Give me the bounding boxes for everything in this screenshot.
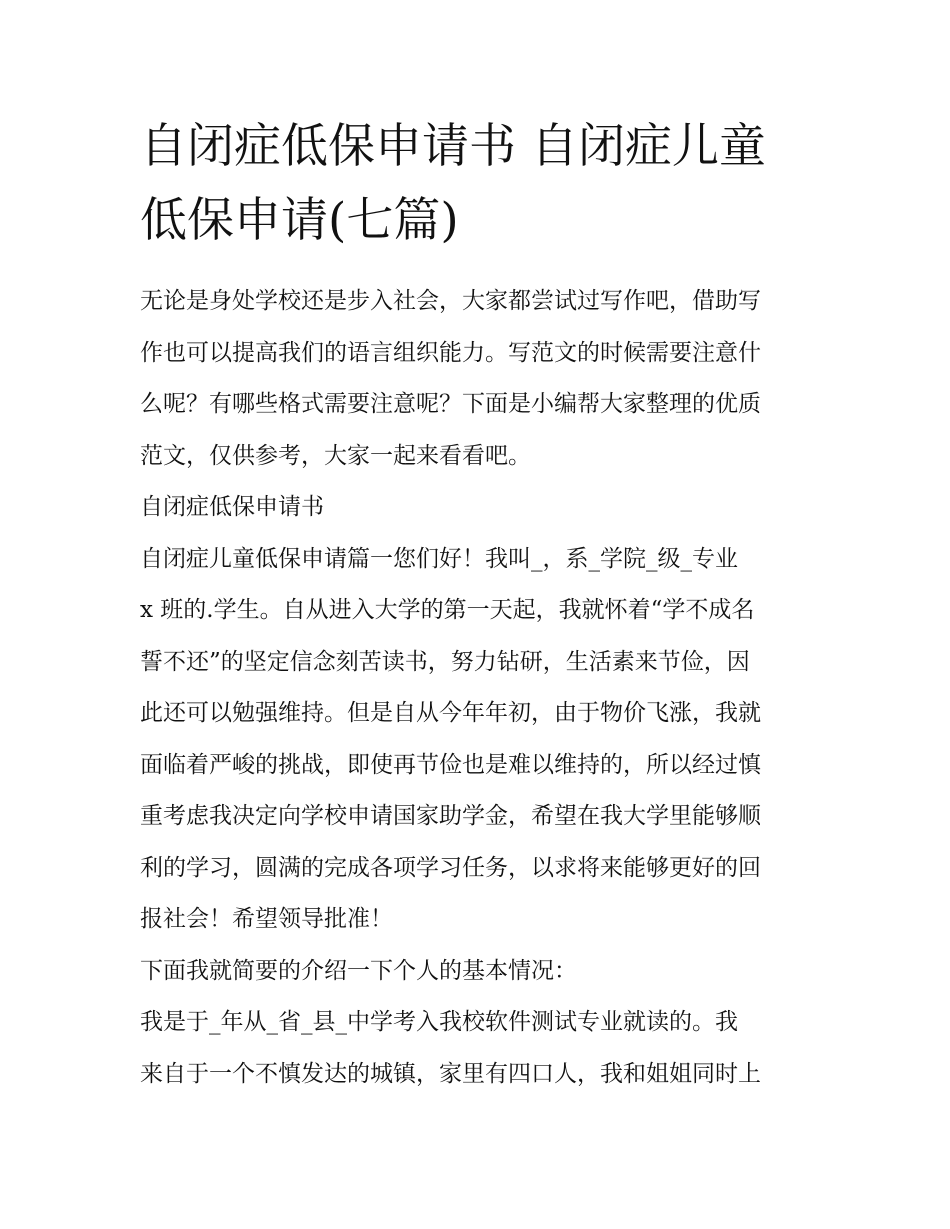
body-line: 重考虑我决定向学校申请国家助学金，希望在我大学里能够顺 [140,803,761,829]
document-body [140,276,815,1100]
body-line: 面临着严峻的挑战，即使再节俭也是难以维持的，所以经过慎 [140,751,761,778]
document-title [140,110,820,258]
section-heading: 自闭症低保申请书 [140,494,324,520]
body-line: 下面我就简要的介绍一下个人的基本情况： [140,957,577,984]
body-line: 报社会！希望领导批准！ [140,906,393,932]
body-line: 利的学习，圆满的完成各项学习任务，以求将来能够更好的回 [140,854,761,881]
intro-line: 么呢？有哪些格式需要注意呢？下面是小编帮大家整理的优质 [140,391,761,417]
body-line: 誓不还”的坚定信念刻苦读书，努力钻研，生活素来节俭，因 [140,648,750,675]
intro-line: 无论是身处学校还是步入社会，大家都尝试过写作吧，借助写 [140,288,761,314]
title-line: 自闭症低保申请书 自闭症儿童 [140,119,766,174]
body-line: 自闭症儿童低保申请篇一您们好！我叫_，系_学院_级_专业 [140,545,738,572]
intro-line: 范文，仅供参考，大家一起来看看吧。 [140,442,531,469]
intro-line: 作也可以提高我们的语言组织能力。写范文的时候需要注意什 [140,339,761,366]
body-line: 我是于_年从_省_县_中学考入我校软件测试专业就读的。我 [140,1009,738,1035]
body-line: x 班的.学生。自从进入大学的第一天起，我就怀着“学不成名 [140,597,755,623]
body-line: 此还可以勉强维持。但是自从今年年初，由于物价飞涨，我就 [140,700,761,726]
body-line: 来自于一个不慎发达的城镇，家里有四口人，我和姐姐同时上 [140,1060,761,1087]
title-line: 低保申请(七篇) [140,193,459,248]
